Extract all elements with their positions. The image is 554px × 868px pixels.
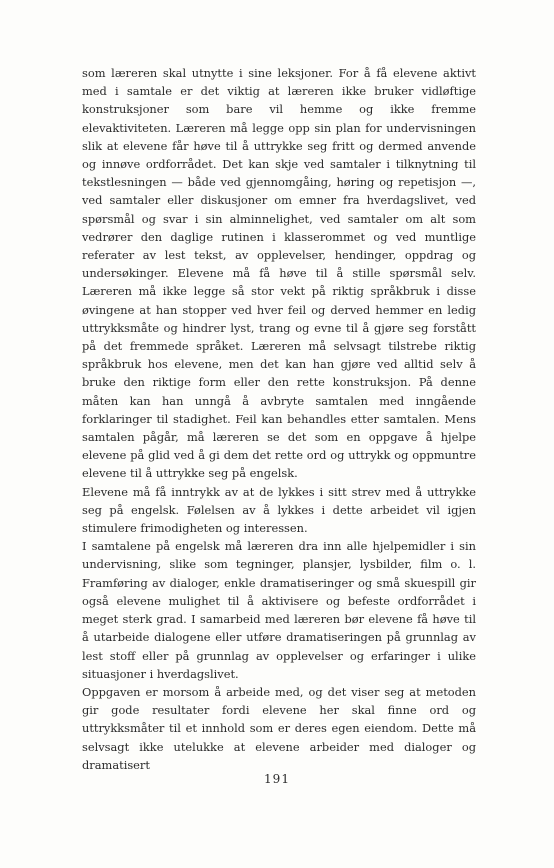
paragraph: I samtalene på engelsk må læreren dra inn alle hjelpemidler i sin undervisning, slike som tegninger, plansjer, lysbilder, film o. l. Framføring av dialoger, enkle dramatiseringer og små skuespill gir også elevene mulighet til å aktivisere og befeste ordforrådet i meget sterk grad. I samarbeid med læreren bør elevene få høve til å utarbeide dialogene eller utføre dramatiseringen på grunnlag av lest stoff eller på grunnlag av opplevelser og erfaringer i ulike situasjoner i hverdagslivet. xyxy=(82,539,476,681)
body-text xyxy=(82,64,476,774)
paragraph: Elevene må få inntrykk av at de lykkes i sitt strev med å uttrykke seg på engelsk. Følelsen av å lykkes i dette arbeidet vil igjen stimulere frimodigheten og interessen. xyxy=(82,484,476,536)
paragraph: Oppgaven er morsom å arbeide med, og det viser seg at metoden gir gode resultater fordi elevene her skal finne ord og uttrykksmåter til et innhold som er deres egen eiendom. Dette må selvsagt ikke utelukke at elevene arbeider med dialoger og dramatisert xyxy=(82,684,476,772)
paragraph: som læreren skal utnytte i sine leksjoner. For å få elevene aktivt med i samtale er det viktig at læreren ikke bruker vidløftige konstruksjoner som bare vil hemme og ikke fremme elevaktiviteten. Læreren må legge opp sin plan for undervisningen slik at elevene får høve til å uttrykke seg fritt og dermed anvende og innøve ordforrådet. Det kan skje ved samtaler i tilknytning til tekstlesningen — både ved gjennomgåing, høring og repetisjon —, ved samtaler eller diskusjoner om emner fra hverdagslivet, ved spørsmål og svar i sin alminnelighet, ved samtaler om alt som vedrører den daglige rutinen i klasserommet og ved muntlige referater av lest tekst, av opplevelser, hendinger, oppdrag og undersøkinger. Elevene må få høve til å stille spørsmål selv. Læreren må ikke legge så stor vekt på riktig språkbruk i disse øvingene at han stopper ved hver feil og derved hemmer en ledig uttrykksmåte og hindrer lyst, trang og evne til å gjøre seg forstått på det fremmede språket. Læreren må selvsagt tilstrebe riktig språkbruk hos elevene, men det kan han gjøre ved alltid selv å bruke den riktige form eller den rette konstruksjon. På denne måten kan han unngå å avbryte samtalen med inngående forklaringer til stadighet. Feil kan behandles etter samtalen. Mens samtalen pågår, må læreren se det som en oppgave å hjelpe elevene på glid ved å gi dem det rette ord og uttrykk og oppmuntre elevene til å uttrykke seg på engelsk. xyxy=(82,66,476,481)
page-number: 191 xyxy=(264,772,290,786)
